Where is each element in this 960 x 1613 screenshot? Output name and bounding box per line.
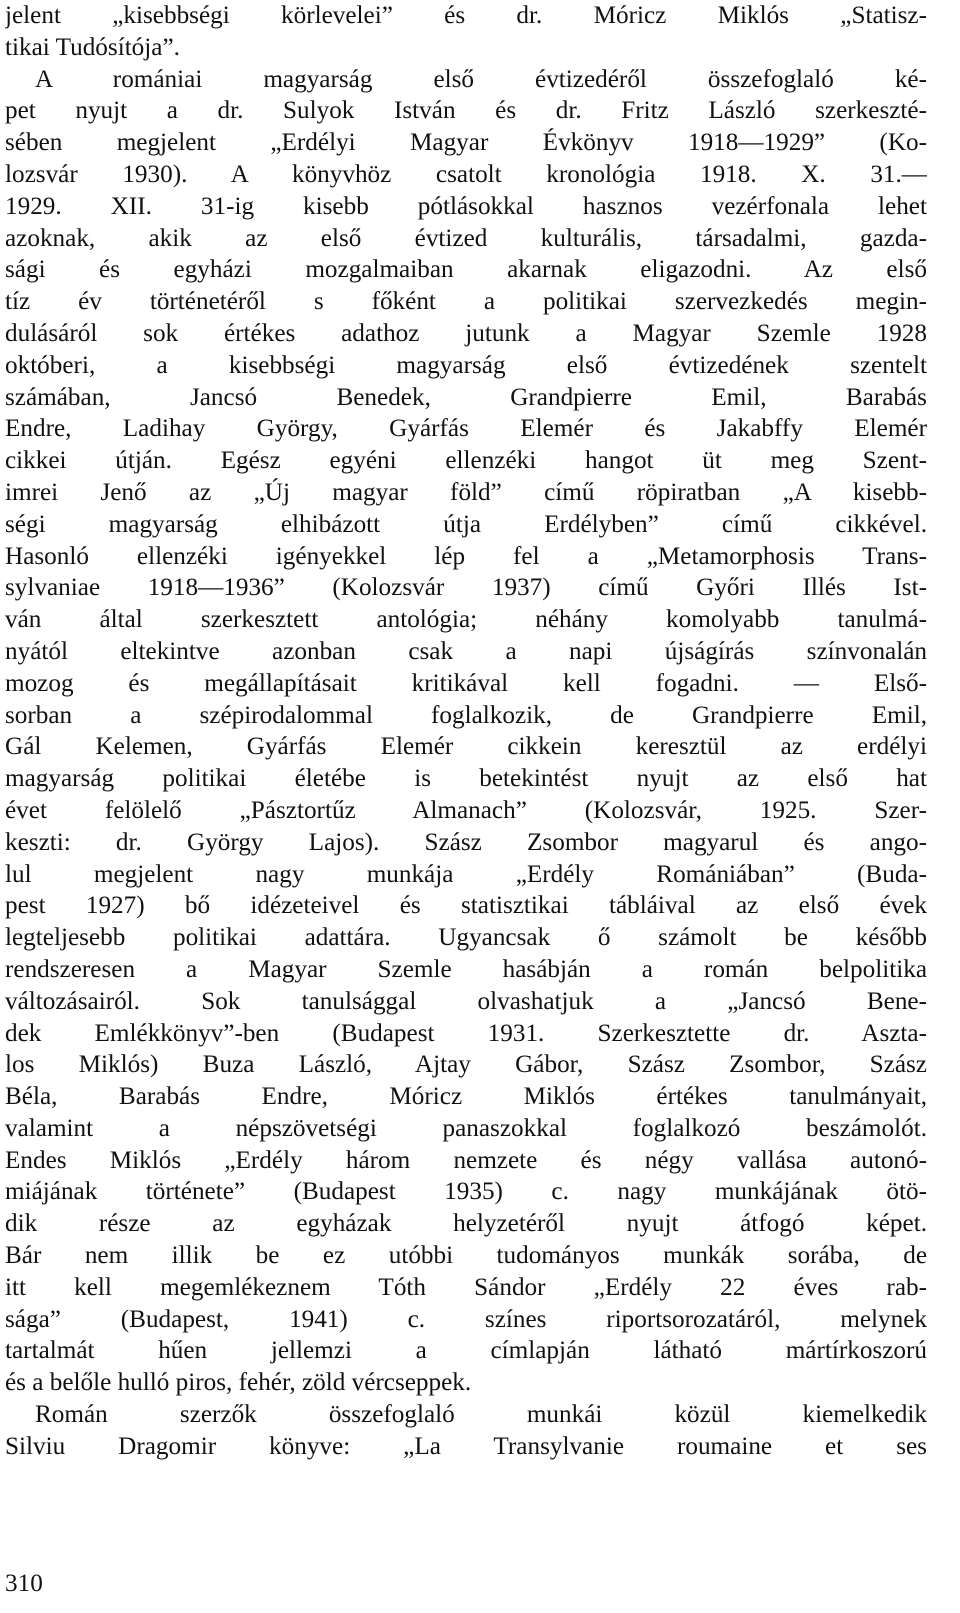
text-line: Silviu Dragomir könyve: „La Transylvanie roumaine et ses (5, 1432, 927, 1460)
text-line: los Miklós) Buza László, Ajtay Gábor, Szász Zsombor, Szász (5, 1051, 927, 1079)
text-line: legteljesebb politikai adattára. Ugyancsak ő számolt be később (5, 924, 927, 952)
text-line: októberi, a kisebbségi magyarság első évtizedének szentelt (5, 351, 927, 379)
text-line: sági és egyházi mozgalmaiban akarnak eligazodni. Az első (5, 256, 927, 284)
text-line: sében megjelent „Erdélyi Magyar Évkönyv 1918—1929” (Ko- (5, 129, 927, 157)
text-line: pest 1927) bő idézeteivel és statisztikai tábláival az első évek (5, 892, 927, 920)
text-line: Hasonló ellenzéki igényekkel lép fel a „Metamorphosis Trans- (5, 542, 927, 570)
text-line: Endes Miklós „Erdély három nemzete és négy vallása autonó- (5, 1146, 927, 1174)
text-line: A romániai magyarság első évtizedéről összefoglaló ké- (35, 65, 927, 93)
text-line: 1929. XII. 31-ig kisebb pótlásokkal hasznos vezérfonala lehet (5, 192, 927, 220)
text-line: és a belőle hulló piros, fehér, zöld vércseppek. (5, 1369, 472, 1397)
text-line: tikai Tudósítója”. (5, 33, 180, 61)
text-line: Gál Kelemen, Gyárfás Elemér cikkein keresztül az erdélyi (5, 733, 927, 761)
text-line: lul megjelent nagy munkája „Erdély Romániában” (Buda- (5, 860, 927, 888)
text-line: dek Emlékkönyv”-ben (Budapest 1931. Szerkesztette dr. Aszta- (5, 1019, 927, 1047)
text-line: itt kell megemlékeznem Tóth Sándor „Erdély 22 éves rab- (5, 1273, 927, 1301)
text-line: sorban a szépirodalommal foglalkozik, de Grandpierre Emil, (5, 701, 927, 729)
text-line: Endre, Ladihay György, Gyárfás Elemér és Jakabffy Elemér (5, 415, 927, 443)
text-line: számában, Jancsó Benedek, Grandpierre Emil, Barabás (5, 383, 927, 411)
text-line: Béla, Barabás Endre, Móricz Miklós értékes tanulmányait, (5, 1083, 927, 1111)
text-line: ván által szerkesztett antológia; néhány komolyabb tanulmá- (5, 606, 927, 634)
page-body (5, 0, 927, 1463)
text-line: dulásáról sok értékes adathoz jutunk a Magyar Szemle 1928 (5, 319, 927, 347)
text-line: rendszeresen a Magyar Szemle hasábján a román belpolitika (5, 955, 927, 983)
text-line: lozsvár 1930). A könyvhöz csatolt kronológia 1918. X. 31.— (5, 160, 927, 188)
text-line: ségi magyarság elhibázott útja Erdélyben” című cikkével. (5, 510, 927, 538)
text-line: miájának története” (Budapest 1935) c. nagy munkájának ötö- (5, 1178, 927, 1206)
text-line: sága” (Budapest, 1941) c. színes riportsorozatáról, melynek (5, 1305, 927, 1333)
text-line: imrei Jenő az „Új magyar föld” című röpiratban „A kisebb- (5, 478, 927, 506)
text-line: jelent „kisebbségi körlevelei” és dr. Móricz Miklós „Statisz- (5, 2, 927, 29)
text-line: azoknak, akik az első évtized kulturális, társadalmi, gazda- (5, 224, 927, 252)
text-line: mozog és megállapításait kritikával kell fogadni. — Első- (5, 669, 927, 697)
page-number: 310 (5, 1570, 43, 1597)
text-line: tíz év történetéről s főként a politikai szervezkedés megin- (5, 288, 927, 316)
text-line: nyától eltekintve azonban csak a napi újságírás színvonalán (5, 637, 927, 665)
text-line: dik része az egyházak helyzetéről nyujt átfogó képet. (5, 1210, 927, 1238)
text-line: pet nyujt a dr. Sulyok István és dr. Fritz László szerkeszté- (5, 97, 927, 125)
text-line: sylvaniae 1918—1936” (Kolozsvár 1937) című Győri Illés Ist- (5, 574, 927, 602)
text-line: tartalmát hűen jellemzi a címlapján látható mártírkoszorú (5, 1337, 927, 1365)
text-line: évet felölelő „Pásztortűz Almanach” (Kolozsvár, 1925. Szer- (5, 796, 927, 824)
text-line: magyarság politikai életébe is betekintést nyujt az első hat (5, 765, 927, 793)
text-line: keszti: dr. György Lajos). Szász Zsombor magyarul és ango- (5, 828, 927, 856)
text-line: valamint a népszövetségi panaszokkal foglalkozó beszámolót. (5, 1114, 927, 1142)
text-line: cikkei útján. Egész egyéni ellenzéki hangot üt meg Szent- (5, 447, 927, 475)
text-line: Román szerzők összefoglaló munkái közül kiemelkedik (35, 1401, 927, 1429)
text-line: változásairól. Sok tanulsággal olvashatjuk a „Jancsó Bene- (5, 987, 927, 1015)
text-line: Bár nem illik be ez utóbbi tudományos munkák sorába, de (5, 1242, 927, 1270)
